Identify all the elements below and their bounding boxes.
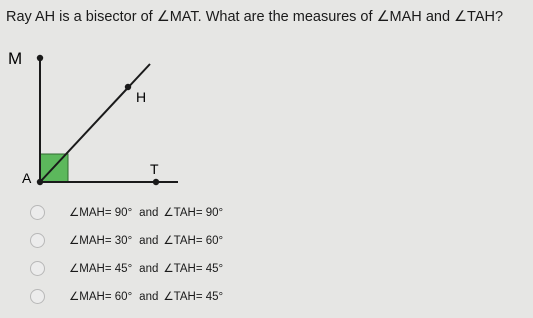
option-tah: ∠TAH= 60° [163,235,224,247]
option-mah: ∠MAH= 90° [69,207,133,219]
option-mah: ∠MAH= 60° [69,291,133,303]
option-and: and [139,291,159,303]
label-h: H [136,89,147,105]
radio-button[interactable] [30,233,45,248]
point-h [125,84,131,90]
point-t [153,179,159,185]
question-suffix: ? [494,9,504,25]
answer-option-2[interactable] [30,230,290,250]
question-text [6,8,531,26]
question-angle-mat: ∠MAT [156,9,198,25]
answer-option-3[interactable] [30,258,290,278]
label-t: T [150,161,159,177]
option-and: and [139,235,159,247]
answer-option-4[interactable] [30,286,290,306]
option-and: and [139,263,159,275]
question-angle-mah: ∠MAH [376,9,422,25]
option-text [69,233,223,247]
radio-button[interactable] [30,289,45,304]
answer-options [0,202,533,318]
option-and: and [139,207,159,219]
option-text [69,289,223,303]
label-a: A [22,170,32,186]
question-angle-tah: ∠TAH [454,9,495,25]
radio-button[interactable] [30,205,45,220]
question-and: and [421,9,455,25]
option-text [69,261,223,275]
question-middle: . What are the measures of [197,9,377,25]
option-text [69,205,223,219]
option-tah: ∠TAH= 45° [163,263,224,275]
angle-diagram [0,36,200,196]
option-tah: ∠TAH= 45° [163,291,224,303]
answer-option-1[interactable] [30,202,290,222]
question-prefix: Ray AH is a bisector of [6,9,157,25]
angle-figure [0,36,200,196]
option-mah: ∠MAH= 30° [69,235,133,247]
ray-ah [40,64,150,182]
label-m: M [8,49,23,68]
radio-button[interactable] [30,261,45,276]
option-mah: ∠MAH= 45° [69,263,133,275]
point-a [37,179,43,185]
option-tah: ∠TAH= 90° [163,207,224,219]
point-m [37,55,43,61]
